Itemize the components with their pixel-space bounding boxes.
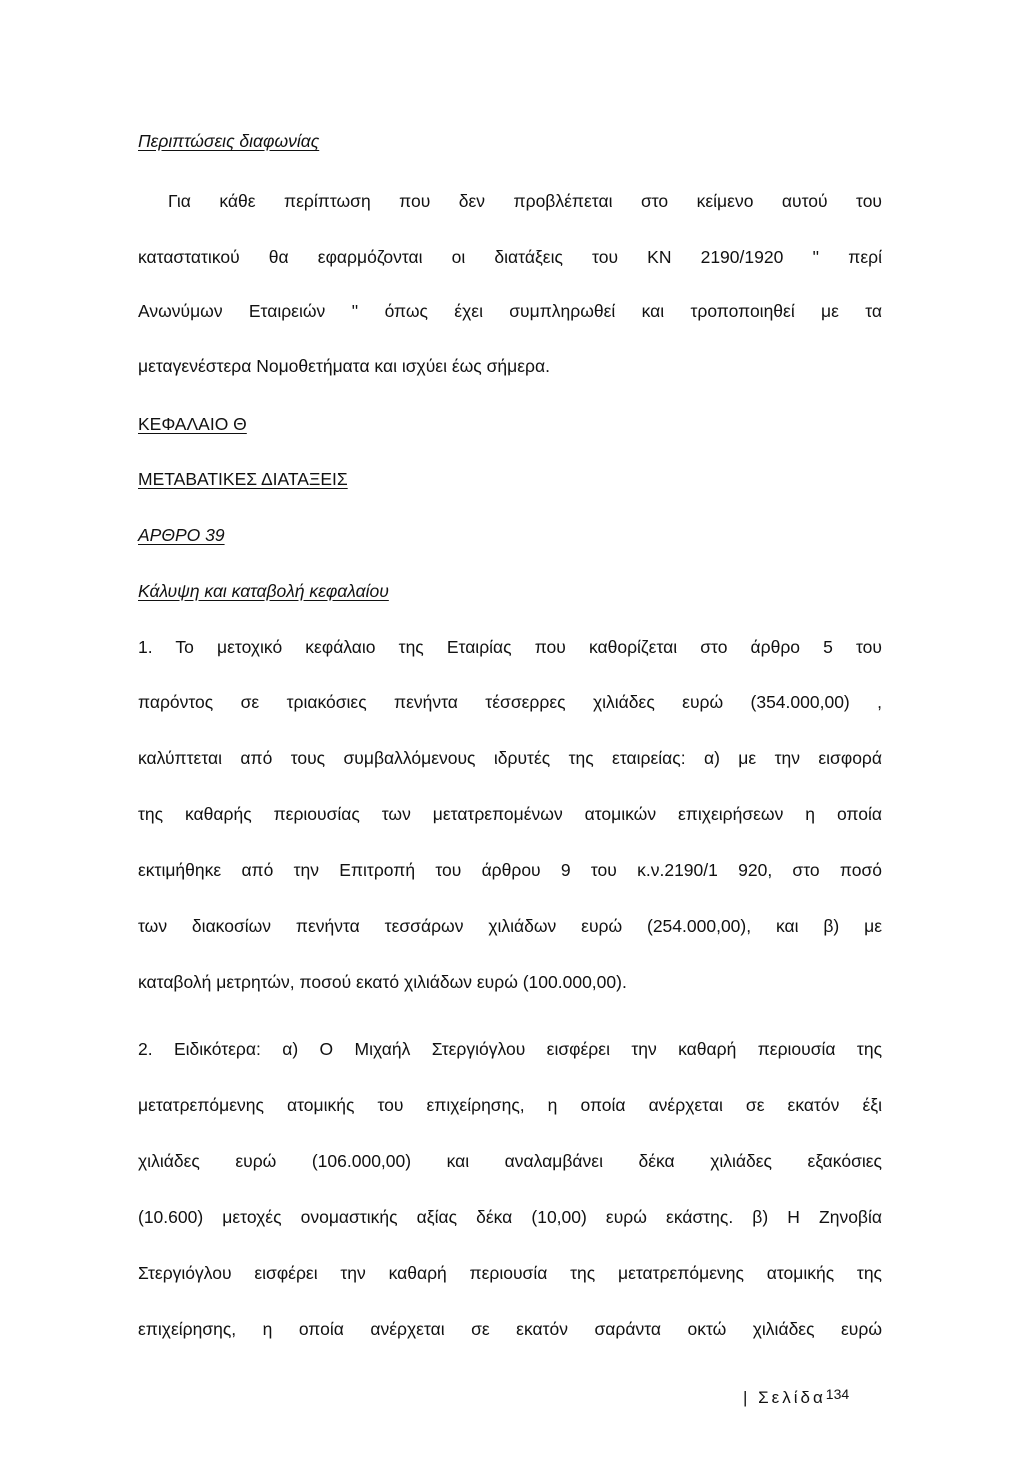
page-footer — [743, 1383, 849, 1409]
paragraph-2-line: επιχείρησης, η οποία ανέρχεται σε εκατόν σαράντα οκτώ χιλιάδες ευρώ — [138, 1319, 882, 1339]
chapter-title: ΚΕΦΑΛΑΙΟ Θ — [138, 414, 247, 434]
paragraph-2-line: χιλιάδες ευρώ (106.000,00) και αναλαμβάνει δέκα χιλιάδες εξακόσιες — [138, 1151, 882, 1171]
section-title: Περιπτώσεις διαφωνίας — [138, 131, 320, 151]
paragraph-intro-line: καταστατικού θα εφαρμόζονται οι διατάξεις του ΚΝ 2190/1920 '' περί — [138, 247, 882, 267]
paragraph-intro-line: Για κάθε περίπτωση που δεν προβλέπεται στο κείμενο αυτού του — [168, 191, 882, 211]
paragraph-1-line: της καθαρής περιουσίας των μετατρεπομένων ατομικών επιχειρήσεων η οποία — [138, 804, 882, 824]
paragraph-1-line: των διακοσίων πενήντα τεσσάρων χιλιάδων ευρώ (254.000,00), και β) με — [138, 916, 882, 936]
paragraph-1-line: καταβολή μετρητών, ποσού εκατό χιλιάδων ευρώ (100.000,00). — [138, 972, 627, 992]
paragraph-2-line: (10.600) μετοχές ονομαστικής αξίας δέκα (10,00) ευρώ εκάστης. β) Η Ζηνοβία — [138, 1207, 882, 1227]
paragraph-1-line: παρόντος σε τριακόσιες πενήντα τέσσερρες χιλιάδες ευρώ (354.000,00) , — [138, 692, 882, 712]
paragraph-1-line: 1. Το μετοχικό κεφάλαιο της Εταιρίας που καθορίζεται στο άρθρο 5 του — [138, 637, 882, 657]
article-title: ΑΡΘΡΟ 39 — [138, 525, 225, 545]
page-number: 134 — [825, 1386, 850, 1402]
paragraph-1-line: καλύπτεται από τους συμβαλλόμενους ιδρυτές της εταιρείας: α) με την εισφορά — [138, 748, 882, 768]
paragraph-2-line: 2. Ειδικότερα: α) Ο Μιχαήλ Στεργιόγλου εισφέρει την καθαρή περιουσία της — [138, 1039, 882, 1059]
paragraph-2-line: μετατρεπόμενης ατομικής του επιχείρησης, η οποία ανέρχεται σε εκατόν έξι — [138, 1095, 882, 1115]
chapter-subtitle: ΜΕΤΑΒΑΤΙΚΕΣ ΔΙΑΤΑΞΕΙΣ — [138, 469, 348, 489]
paragraph-1-line: εκτιμήθηκε από την Επιτροπή του άρθρου 9 του κ.ν.2190/1 920, στο ποσό — [138, 860, 882, 880]
paragraph-intro-line: Ανωνύμων Εταιρειών '' όπως έχει συμπληρωθεί και τροποποιηθεί με τα — [138, 301, 882, 321]
footer-label: | Σελίδα — [743, 1388, 826, 1407]
paragraph-2-line: Στεργιόγλου εισφέρει την καθαρή περιουσία της μετατρεπόμενης ατομικής της — [138, 1263, 882, 1283]
article-subtitle: Κάλυψη και καταβολή κεφαλαίου — [138, 581, 389, 601]
paragraph-intro-line: μεταγενέστερα Νομοθετήματα και ισχύει έως σήμερα. — [138, 356, 550, 376]
